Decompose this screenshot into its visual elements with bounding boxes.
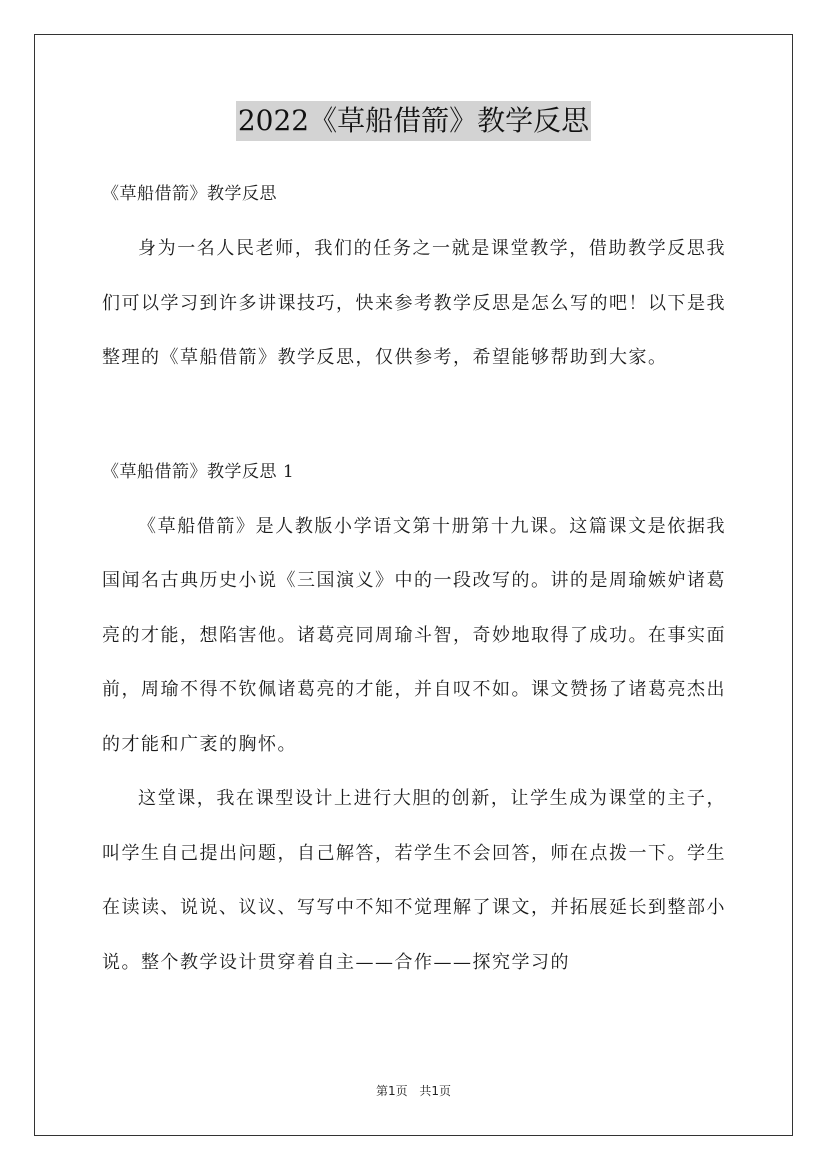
spacer — [102, 386, 726, 450]
intro-paragraph: 身为一名人民老师，我们的任务之一就是课堂教学，借助教学反思我们可以学习到许多讲课技巧，快来参考教学反思是怎么写的吧！以下是我整理的《草船借箭》教学反思，仅供参考，希望能够帮助到大家。 — [102, 238, 726, 368]
page-total: 共1页 — [419, 1084, 452, 1098]
section1-paragraph-1: 《草船借箭》是人教版小学语文第十册第十九课。这篇课文是依据我国闻名古典历史小说《三国演义》中的一段改写的。讲的是周瑜嫉妒诸葛亮的才能，想陷害他。诸葛亮同周瑜斗智，奇妙地取得了成功。在事实面前，周瑜不得不钦佩诸葛亮的才能，并自叹不如。课文赞扬了诸葛亮杰出的才能和广袤的胸怀。 — [102, 515, 726, 755]
page-footer — [0, 1082, 827, 1099]
title-container — [0, 101, 827, 141]
document-title: 2022《草船借箭》教学反思 — [236, 101, 591, 141]
section-heading-intro: 《草船借箭》教学反思 — [102, 184, 277, 204]
page-number: 第1页 — [375, 1084, 408, 1098]
section-heading-1: 《草船借箭》教学反思 1 — [102, 461, 295, 482]
section1-paragraph-2: 这堂课，我在课型设计上进行大胆的创新，让学生成为课堂的主子，叫学生自己提出问题，自己解答，若学生不会回答，师在点拨一下。学生在读读、说说、议议、写写中不知不觉理解了课文，并拓展延长到整部小说。整个教学设计贯穿着自主——合作——探究学习的 — [102, 788, 726, 973]
document-body — [102, 172, 726, 990]
